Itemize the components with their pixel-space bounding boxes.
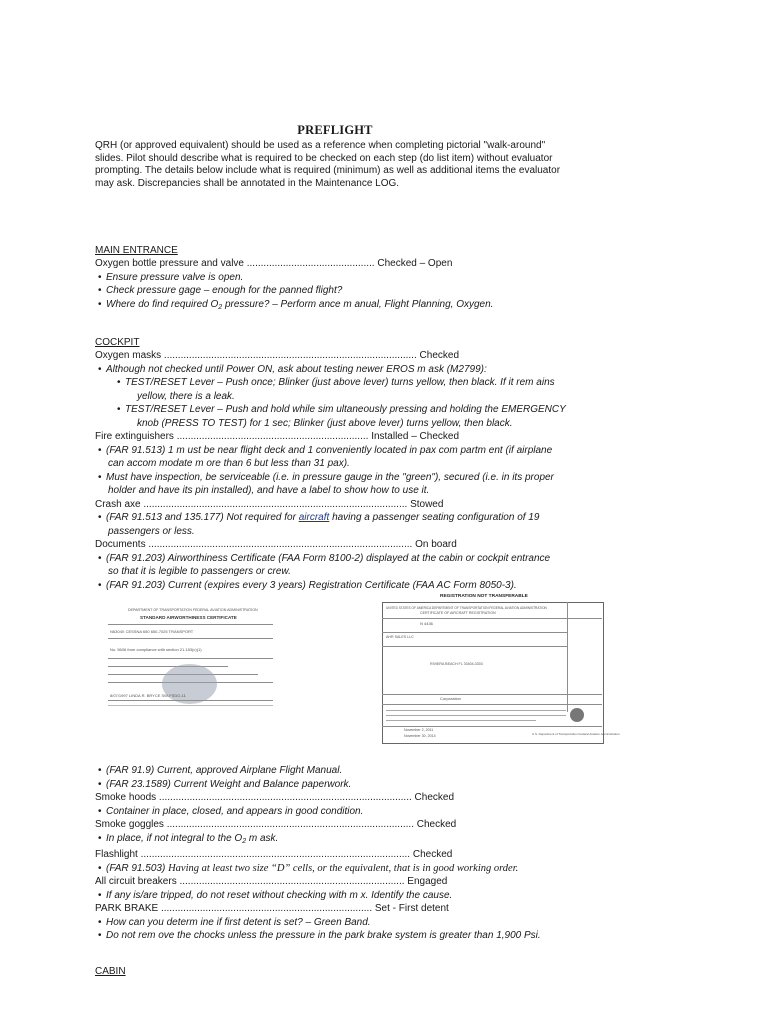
intro-line: prompting. The details below include what is required (minimum) as well as additional items the evaluator xyxy=(95,165,561,176)
section-heading: COCKPIT xyxy=(95,337,140,348)
reg-seal-text: U.S. Department of Transportation Federal Aviation Administration xyxy=(532,732,620,736)
bullet-list xyxy=(95,764,575,791)
bullet-item: • (FAR 91.203) Current (expires every 3 years) Registration Certificate (FAA AC Form 8050-3). xyxy=(98,579,575,593)
seal-stamp xyxy=(162,664,217,704)
item-label: Oxygen masks ........................................................................................... xyxy=(95,350,417,361)
item-value: Checked xyxy=(414,792,455,803)
registration-certificate-image xyxy=(380,594,620,746)
bullet-item: • Where do find required $O_2$ pressure? – Perform ance m anual, Flight Planning, Oxygen. xyxy=(98,298,575,315)
bullet-list xyxy=(95,363,575,431)
bullet-list xyxy=(95,916,575,943)
check-item-oxygen-bottle xyxy=(95,257,575,271)
item-label: Smoke goggles ......................................................................................... xyxy=(95,819,414,830)
item-label: Crash axe ............................................................................................... xyxy=(95,498,408,510)
bullet-list xyxy=(95,832,575,849)
check-item-park-brake xyxy=(95,902,575,916)
item-label: Documents ............................................................................................... xyxy=(95,539,413,550)
reg-address: RIVIERA BEACH FL 33404-3303 xyxy=(430,662,483,666)
reg-agency: UNITED STATES OF AMERICA DEPARTMENT OF TRANSPORTATION FEDERAL AVIATION ADMINISTRATION xyxy=(386,606,547,610)
reg-n-number: N 4436 xyxy=(420,621,433,626)
reg-header: REGISTRATION NOT TRANSFERABLE xyxy=(440,594,528,599)
section-cabin xyxy=(95,965,575,978)
check-item-crash-axe xyxy=(95,498,575,512)
section-heading: CABIN xyxy=(95,965,126,977)
check-item-fire-extinguishers xyxy=(95,430,575,444)
bullet-list xyxy=(95,444,575,498)
reg-entity: Corporation xyxy=(440,696,461,701)
item-value: Checked xyxy=(416,819,457,830)
bullet-item: • If any is/are tripped, do not reset without checking with m x. Identify the cause. xyxy=(98,889,575,903)
check-item-flashlight xyxy=(95,848,575,862)
reg-expiration-date: November 30, 2014 xyxy=(404,734,436,738)
section-heading: MAIN ENTRANCE xyxy=(95,245,178,256)
bullet-item: • (FAR 91.9) Current, approved Airplane Flight Manual. xyxy=(98,764,575,778)
document xyxy=(95,124,575,978)
item-value: Checked xyxy=(419,350,459,361)
cert-row: N6304X CESSNA 650 650-7025 TRANSPORT xyxy=(110,629,194,634)
item-label: Oxygen bottle pressure and valve .............................................. xyxy=(95,258,375,269)
bullet-item: • (FAR 23.1589) Current Weight and Balance paperwork. xyxy=(98,778,575,792)
bullet-item: • Container in place, closed, and appears in good condition. xyxy=(98,805,575,819)
bullet-list xyxy=(95,805,575,819)
bullet-list xyxy=(95,889,575,903)
bullet-list xyxy=(95,862,575,876)
check-item-circuit-breakers xyxy=(95,875,575,889)
check-item-oxygen-masks xyxy=(95,349,575,363)
cert-row: 8/07/1997 LINDA R. BRYCE SW-FSDO-11 xyxy=(110,693,186,698)
intro-line: QRH (or approved equivalent) should be used as a reference when completing pictorial "walk-around" xyxy=(95,140,546,151)
bullet-item: • (FAR 91.203) Airworthiness Certificate (FAA Form 8100-2) displayed at the cabin or cockpit entrance so that it is legible to passengers or crew. xyxy=(98,552,575,579)
page-title: PREFLIGHT xyxy=(297,123,373,137)
reg-owner: AHR SALES LLC xyxy=(386,635,414,639)
reg-title: CERTIFICATE OF AIRCRAFT REGISTRATION xyxy=(420,611,496,615)
cert-agency: DEPARTMENT OF TRANSPORTATION FEDERAL AVIATION ADMINISTRATION xyxy=(128,608,258,612)
bullet-item: • Although not checked until Power ON, ask about testing newer EROS m ask (M2799): xyxy=(98,363,575,377)
bullet-item: • Do not rem ove the chocks unless the pressure in the park brake system is greater than 1,900 Psi. xyxy=(98,929,575,943)
item-value: Checked xyxy=(412,849,453,860)
check-item-smoke-goggles xyxy=(95,818,575,832)
bullet-item: • How can you determ ine if first detent is set? – Green Band. xyxy=(98,916,575,930)
cert-title: STANDARD AIRWORTHINESS CERTIFICATE xyxy=(140,615,237,620)
item-label: All circuit breakers ................................................................................. xyxy=(95,876,405,887)
item-value: Engaged xyxy=(407,876,448,887)
bullet-list xyxy=(95,271,575,315)
aircraft-link[interactable]: aircraft xyxy=(298,512,330,523)
intro-line: may ask. Discrepancies shall be annotated in the Maintenance LOG. xyxy=(95,177,400,189)
bullet-item: • Must have inspection, be serviceable (i.e. in pressure gauge in the "green"), secured (i.e. in its proper holder and have its pin installed), and have a label to show how to use it. xyxy=(98,471,575,498)
sub-bullet-item: • TEST/RESET Lever – Push and hold while sim ultaneously pressing and holding the EMERGENCY knob (PRESS TO TEST) for 1 sec; Blinker (just above lever) turns yellow, then black. xyxy=(117,403,575,430)
sub-bullet-item: • TEST/RESET Lever – Push once; Blinker (just above lever) turns yellow, then black. If it rem ains yellow, there is a leak. xyxy=(117,376,575,403)
bullet-item: • (FAR 91.513) 1 m ust be near flight deck and 1 conveniently located in pax com partm ent (if airplane can accom modate m ore than 6 but less than 31 pax). xyxy=(98,444,575,471)
faa-seal-icon xyxy=(570,708,584,722)
item-label: Smoke hoods ........................................................................................... xyxy=(95,792,412,803)
section-main-entrance xyxy=(95,244,575,314)
bullet-list xyxy=(95,511,575,538)
bullet-list xyxy=(95,552,575,593)
item-value: Installed – Checked xyxy=(371,431,460,442)
reg-issue-date: November 2, 2011 xyxy=(404,728,434,732)
intro-paragraph xyxy=(95,140,575,190)
bullet-item: • Ensure pressure valve is open. xyxy=(98,271,575,285)
bullet-item: • In place, if not integral to the $O_2$ m ask. xyxy=(98,832,575,849)
bullet-item: • Check pressure gage – enough for the panned flight? xyxy=(98,284,575,298)
item-value: On board xyxy=(415,539,457,550)
check-item-documents xyxy=(95,538,575,552)
item-label: PARK BRAKE ............................................................................ xyxy=(95,903,373,914)
airworthiness-certificate-image xyxy=(100,604,275,710)
item-label: Fire extinguishers ..................................................................... xyxy=(95,431,369,442)
bullet-item: • (FAR 91.513 and 135.177) Not required for aircraft having a passenger seating configuration of 19 passengers or less. xyxy=(98,511,575,538)
bullet-item: • (FAR 91.503) Having at least two size “D” cells, or the equivalent, that is in good working order. xyxy=(98,862,575,876)
intro-line: slides. Pilot should describe what is required to be checked on each step (do list item) without evaluator xyxy=(95,152,553,164)
cert-row: No. 5606 from compliance with section 21.183(c)(1) xyxy=(110,647,202,652)
check-item-smoke-hoods xyxy=(95,791,575,805)
item-value: Set - First detent xyxy=(374,903,449,914)
item-value: Stowed xyxy=(410,498,444,510)
item-value: Checked – Open xyxy=(377,258,453,269)
item-label: Flashlight ................................................................................................. xyxy=(95,849,411,860)
